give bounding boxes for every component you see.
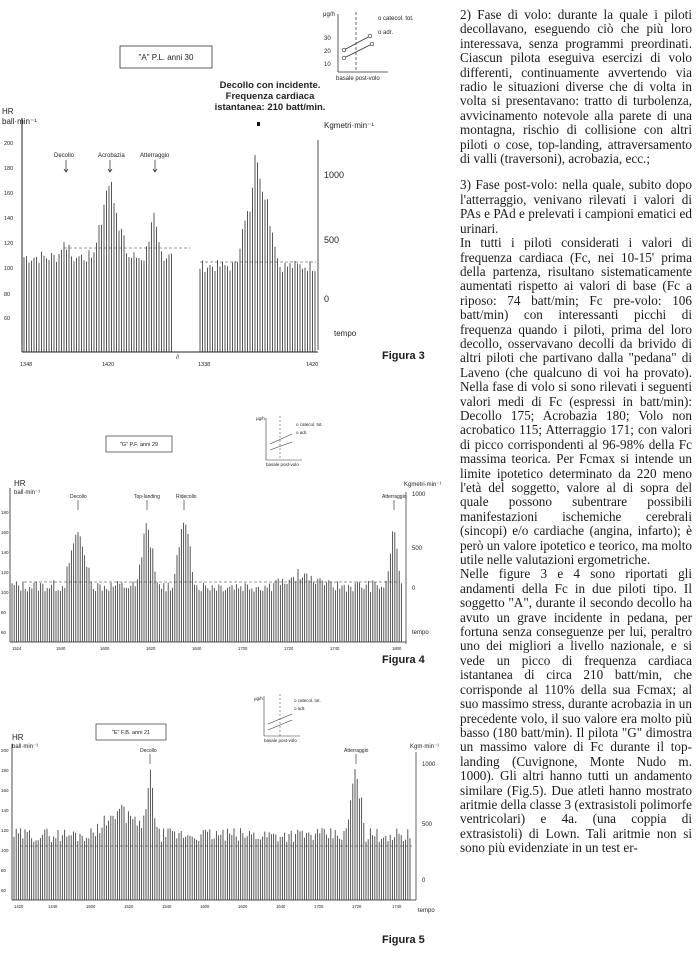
y-tick: 140 xyxy=(1,550,9,555)
x-tick: 1620 xyxy=(146,646,156,651)
event-label: Decollo xyxy=(54,153,75,159)
event-label: Atterraggio xyxy=(344,748,369,754)
inset-unit: μg/h xyxy=(254,696,263,701)
y-ticks-4 xyxy=(1,510,9,635)
hr-unit: ball·min⁻¹ xyxy=(2,117,37,126)
x-tick: 1420 xyxy=(306,362,319,368)
y-tick: 120 xyxy=(4,241,14,247)
y-tick: 160 xyxy=(1,788,9,793)
inset-xlabels: basale post-volo xyxy=(266,462,299,467)
inset-legend: o adr. xyxy=(294,706,306,711)
figure-5 xyxy=(0,690,452,954)
y-tick: 140 xyxy=(1,808,9,813)
hr-unit: ball·min⁻¹ xyxy=(12,744,39,750)
paragraph-results: In tutti i piloti considerati i valori di frequenza cardiaca (Fc, nei 10-15' prima della partenza, risultano sistematicamente aumentati rispetto ai valori di base (Fc a riposo: 74 batt/min; Fc pre-volo: 106 batt/min) con interessanti picchi di frequenza quando i piloti, prima del loro decollo, osservavano decolli da brivido di altri piloti che partivano dalla "pedana" di Laveno (che qualcuno di voi ha provato). Nella fase di volo si sono rilevati i seguenti valori medi di Fc (espressi in batt/min): Decollo 175; Acrobazia 180; Volo non acrobatico 115; Atterraggio 171; con valori di picco corrispondenti al 96-98% della Fc massima teorica. Per Fcmax si intende un limite ipotetico determinato da 220 meno l'età del soggetto, valore al di sopra del quale possono subentrare possibili manifestazioni ischemiche cerebrali (sincopi) e/o cardiache (angina, infarto); è però un valore ipotetico e teorico, ma molto utile nelle valutazioni ergometriche. xyxy=(460,235,692,568)
y-tick: 200 xyxy=(4,141,14,147)
y-tick: 60 xyxy=(1,630,7,635)
tempo-label: tempo xyxy=(334,329,357,338)
figure-caption: Figura 3 xyxy=(382,350,425,362)
inset-xlabels: basale post-volo xyxy=(336,76,380,82)
y-tick: 80 xyxy=(4,292,11,298)
svg-text://: // xyxy=(176,355,180,361)
paragraph-figures: Nelle figure 3 e 4 sono riportati gli andamenti della Fc in due piloti tipo. Il soggetto "A", durante il secondo decollo ha avuto un grave incidente in pedana, per fortuna senza conseguenze per lui, peraltro uno dei migliori a livello nazionale, e si vede un picco di frequenza cardiaca istantanea di circa 210 batt/min, che corrisponde al 110% della sua Fcmax; al suo massimo stress, durante acrobazia in un precedente volo, il suo valore era molto più basso (180 batt/min). Il pilota "G" dimostra un massimo valore di Fc durante il top-landing (Cuvignone, Monte Nudo m. 1000). Gli altri hanno tutti un andamento similare (Fig.5). Due atleti hanno mostrato aritmie della classe 3 (extrasistoli polimorfe ventricolari) e 4a. (una coppia di extrasistoli) di Lown. Tali aritmie non si sono più evidenziate in un test er- xyxy=(460,566,692,856)
incident-note-line3: istantanea: 210 batt/min. xyxy=(214,102,326,113)
inset-tick: 20 xyxy=(324,49,331,55)
figure-3 xyxy=(0,0,452,380)
kg-tick: 1000 xyxy=(412,492,426,498)
y-tick: 200 xyxy=(1,748,9,753)
figure-4-chart xyxy=(0,412,452,672)
kg-tick: 500 xyxy=(422,822,433,828)
y-tick: 60 xyxy=(4,316,11,322)
inset-legend: o catecol. tot. xyxy=(294,698,321,703)
x-tick: 1440 xyxy=(48,904,58,909)
paragraph-fase-volo: 2) Fase di volo: durante la quale i piloti decollavano, eseguendo ciò che più loro interessava, senza programmi preordinati. Ciascun pilota eseguiva esercizi di volo differenti, continuamente avvertendo via radio le situazioni diverse che di volta in volta si presentavano: tratto di turbolenza, avvicinamento notevole alla parete di una montagna, rischio di collisione con altri piloti o cose, top-landing, attraversamento di valli (traversoni), acrobazia, ecc.; xyxy=(460,7,692,167)
event-label: Decollo xyxy=(140,748,157,754)
x-tick: 1348 xyxy=(20,362,33,368)
x-tick: 1700 xyxy=(238,646,248,651)
x-tick: 1338 xyxy=(198,362,211,368)
tempo-label: tempo xyxy=(412,630,429,636)
kg-tick: 0 xyxy=(422,878,426,884)
subject-label: "G" P.F. anni 29 xyxy=(119,442,159,448)
x-ticks-4 xyxy=(12,646,402,651)
inset-legend: o adr. xyxy=(296,430,308,435)
hr-bars-3 xyxy=(24,155,315,352)
figure-caption: Figura 5 xyxy=(382,934,425,946)
y-ticks-5 xyxy=(1,748,9,893)
x-tick: 1600 xyxy=(200,904,210,909)
y-tick: 120 xyxy=(1,570,9,575)
inset-unit: μg/h xyxy=(323,12,335,18)
x-tick: 1720 xyxy=(284,646,294,651)
inset-legend: o catecol. tot. xyxy=(296,422,323,427)
kg-tick: 0 xyxy=(412,586,416,592)
figure-caption: Figura 4 xyxy=(382,654,425,666)
x-tick: 1540 xyxy=(162,904,172,909)
x-tick: 1740 xyxy=(330,646,340,651)
x-tick: 1800 xyxy=(392,646,402,651)
x-tick: 1420 xyxy=(102,362,115,368)
inset-legend: o catecol. tot. xyxy=(378,16,414,22)
inset-catecholamine-chart-5 xyxy=(254,694,321,743)
y-tick: 100 xyxy=(1,590,9,595)
y-tick: 180 xyxy=(1,510,9,515)
article-text-column xyxy=(460,8,692,856)
x-tick: 1540 xyxy=(56,646,66,651)
event-label: Decollo xyxy=(70,494,87,500)
incident-note-line1: Decollo con incidente. xyxy=(219,80,321,91)
figure-5-chart xyxy=(0,690,452,954)
figure-4 xyxy=(0,412,452,672)
kg-tick: 1000 xyxy=(324,170,345,180)
x-tick: 1520 xyxy=(124,904,134,909)
kg-tick: 0 xyxy=(324,294,330,304)
event-label: Acrobazia xyxy=(98,153,125,159)
event-label: Top-landing xyxy=(134,494,160,500)
kg-label: Kgmetri·min⁻¹ xyxy=(404,482,442,488)
y-tick: 140 xyxy=(4,216,14,222)
kg-tick: 500 xyxy=(412,546,423,552)
hr-bars-4 xyxy=(12,523,401,642)
inset-legend: o adr. xyxy=(378,30,394,36)
y-ticks-3 xyxy=(4,141,13,322)
event-label: Atterraggio xyxy=(382,494,407,500)
hr-label: HR xyxy=(12,733,24,742)
inset-catecholamine-chart-4 xyxy=(256,416,323,467)
y-tick: 160 xyxy=(1,530,9,535)
kg-label: Kgm·min⁻¹ xyxy=(410,744,440,750)
x-tick: 1500 xyxy=(86,904,96,909)
y-tick: 180 xyxy=(1,768,9,773)
kg-tick: 500 xyxy=(324,235,340,245)
x-tick: 1420 xyxy=(14,904,24,909)
x-tick: 1700 xyxy=(314,904,324,909)
subject-label: "E" F.B. anni 21 xyxy=(111,730,151,736)
y-tick: 180 xyxy=(4,166,14,172)
kg-label: Kgmetri·min⁻¹ xyxy=(324,121,375,130)
hr-label: HR xyxy=(14,479,26,488)
tempo-label: tempo xyxy=(418,908,435,914)
y-tick: 100 xyxy=(1,848,9,853)
y-tick: 60 xyxy=(1,888,7,893)
subject-label: "A" P.L. anni 30 xyxy=(138,53,194,62)
x-tick: 1620 xyxy=(238,904,248,909)
y-tick: 160 xyxy=(4,191,14,197)
x-tick: 1740 xyxy=(392,904,402,909)
paragraph-fase-post-volo: 3) Fase post-volo: nella quale, subito dopo l'atterraggio, venivano rilevati i valori di PAs e PAd e prelevati i campioni ematici ed urinari. xyxy=(460,177,692,236)
x-ticks-5 xyxy=(14,904,402,909)
inset-unit: μg/h xyxy=(256,416,265,421)
inset-tick: 30 xyxy=(324,36,331,42)
incident-note-line2: Frequenza cardiaca xyxy=(225,91,315,102)
y-tick: 80 xyxy=(1,868,7,873)
y-tick: 120 xyxy=(1,828,9,833)
hr-bars-5 xyxy=(14,769,410,900)
event-label: Atterraggio xyxy=(140,153,170,159)
x-tick: 1720 xyxy=(352,904,362,909)
inset-tick: 10 xyxy=(324,62,331,68)
inset-catecholamine-chart-3 xyxy=(323,12,414,82)
inset-xlabels: basale post-volo xyxy=(264,738,297,743)
figure-3-chart xyxy=(0,0,452,380)
x-tick: 1600 xyxy=(100,646,110,651)
hr-unit: ball·min⁻¹ xyxy=(14,490,41,496)
hr-label: HR xyxy=(2,107,14,116)
event-label: Ridecollo xyxy=(176,494,197,500)
x-tick: 1640 xyxy=(192,646,202,651)
y-tick: 80 xyxy=(1,610,7,615)
x-tick: 1640 xyxy=(276,904,286,909)
y-tick: 100 xyxy=(4,266,14,272)
x-tick: 1524 xyxy=(12,646,22,651)
kg-tick: 1000 xyxy=(422,762,436,768)
